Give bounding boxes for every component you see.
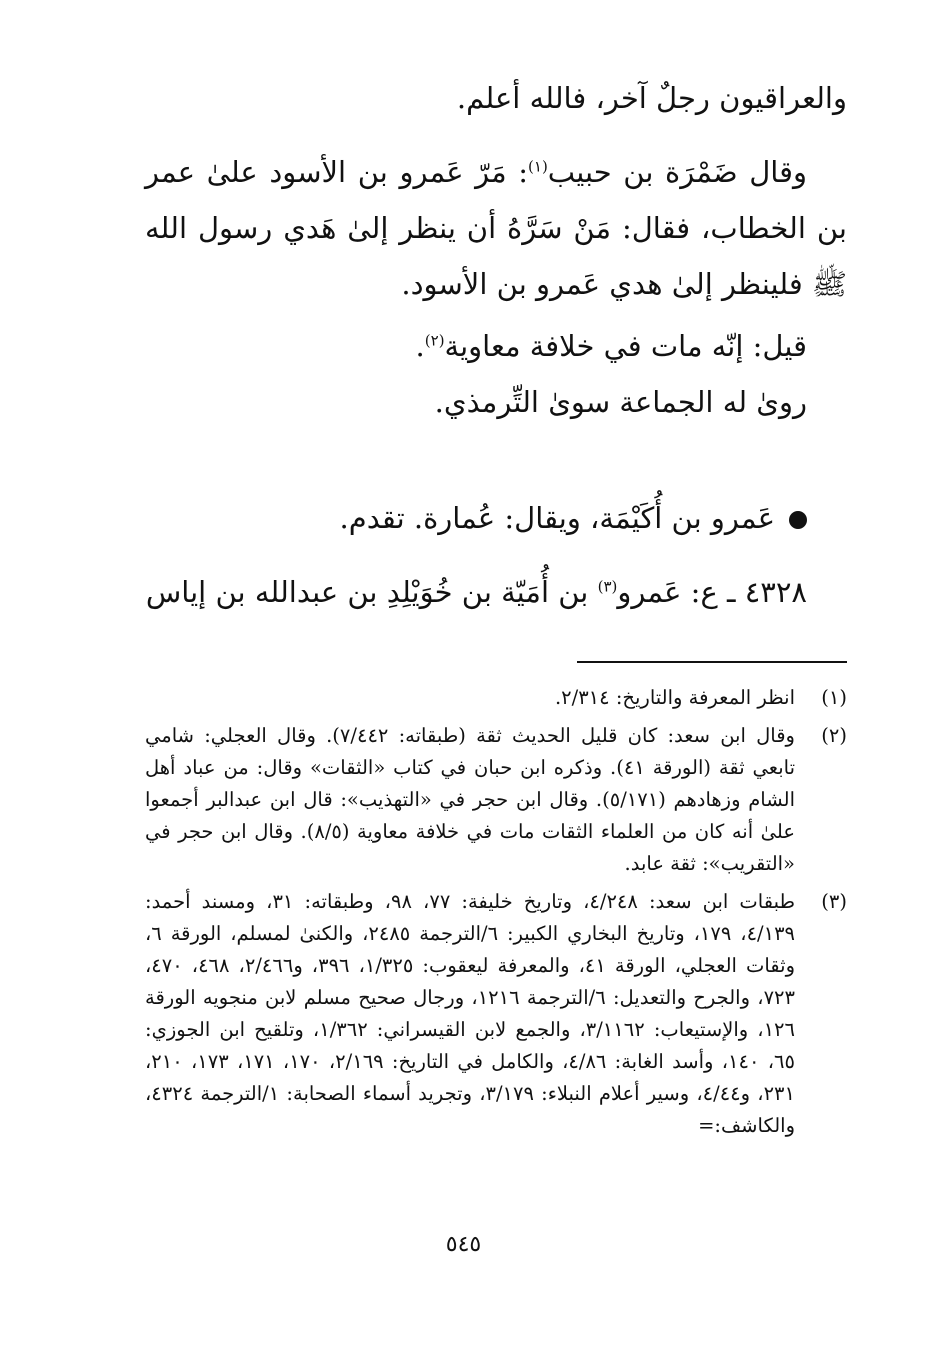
damra-paragraph [145,144,847,312]
damra-paragraph-start: وقال ضَمْرَة بن حبيب [547,155,807,189]
footnote-ref-1[interactable]: (١) [528,157,548,176]
narrators-paragraph-text: رویٰ له الجماعة سویٰ التِّرمذي. [434,385,807,419]
main-text [145,70,847,620]
narrators-paragraph [145,374,847,430]
footnote-1-number: (١) [821,686,847,709]
footnote-2-text: وقال ابن سعد: كان قليل الحديث ثقة (طبقاته: ٧/٤٤٢). وقال العجلي: شامي تابعي ثقة (الورقة ٤١). وذكره ابن حبان في كتاب «الثقات» وقال: من عباد أهل الشام وزهادهم (٥/١٧١). وقال ابن حجر في «التهذيب»: قال ابن عبدالبر أجمعوا علىٰ أنه كان من العلماء الثقات مات في خلافة معاوية (٨/٥). وقال ابن حجر في «التقريب»: ثقة عابد. [145,724,795,875]
death-paragraph-text: قيل: إنّه مات في خلافة معاوية [444,329,807,363]
page-number: ٥٤٥ [445,1232,482,1257]
entry-ukayma [145,490,847,546]
footnote-2-number: (٢) [821,724,847,747]
death-paragraph [145,318,847,374]
footnote-ref-2[interactable]: (٢) [424,331,445,350]
footnote-3-text: طبقات ابن سعد: ٤/٢٤٨، وتاريخ خليفة: ٧٧، ٩٨، وطبقاته: ٣١، ومسند أحمد: ٤/١٣٩، ١٧٩، وتاريخ البخاري الكبير: ٦/الترجمة ٢٤٨٥، والكنىٰ لمسلم، الورقة ٦، وثقات العجلي، الورقة ٤١، والمعرفة ليعقوب: ١/٣٢٥، ٣٩٦، و٢/٤٦٦، ٤٦٨، ٤٧٠، ٧٢٣، والجرح والتعديل: ٦/الترجمة ١٢١٦، ورجال صحيح مسلم لابن منجويه الورقة ١٢٦، والإستيعاب: ٣/١١٦٢، والجمع لابن القيسراني: ١/٣٦٢، وتلقيح ابن الجوزي: ٦٥، ١٤٠، وأسد الغابة: ٤/٨٦، والكامل في التاريخ: ٢/١٦٩، ١٧٠، ١٧١، ١٧٣، ٢١٠، ٢٣١، و٤/٤٤، وسير أعلام النبلاء: ٣/١٧٩، وتجريد أسماء الصحابة: ١/الترجمة ٤٣٢٤، والكاشف:= [145,890,796,1137]
text-line-iraqis-content: والعراقيون رجلٌ آخر، فالله أعلم. [456,81,847,115]
death-paragraph-end: . [415,329,425,363]
footnote-ref-3[interactable]: (٣) [597,577,618,596]
footnote-1 [145,682,847,714]
footnote-separator [577,661,847,663]
entry-4328-lineage: بن أُمَيّة بن خُوَيْلِدِ بن عبدالله بن إياس [145,575,598,609]
footnote-1-text: انظر المعرفة والتاريخ: ٢/٣١٤. [554,686,795,709]
entry-4328 [145,564,847,620]
damra-paragraph-rest: : مَرّ عَمرو بن الأسود علىٰ عمر بن الخطاب، فقال: مَنْ سَرَّهُ أن ينظر إلىٰ هَدي رسول الله ﷺ فلينظر إلىٰ هدي عَمرو بن الأسود. [145,155,847,301]
text-line-iraqis [145,70,847,126]
footnote-2 [145,720,847,880]
entry-4328-heading: ٤٣٢٨ ـ ع: عَمرو [617,575,807,609]
footnote-3 [145,886,847,1142]
footnotes [145,682,847,1148]
footnote-3-number: (٣) [821,890,847,913]
bullet-icon [789,511,807,529]
entry-ukayma-text: عَمرو بن أُكَيْمَة، ويقال: عُمارة. تقدم. [339,501,775,535]
